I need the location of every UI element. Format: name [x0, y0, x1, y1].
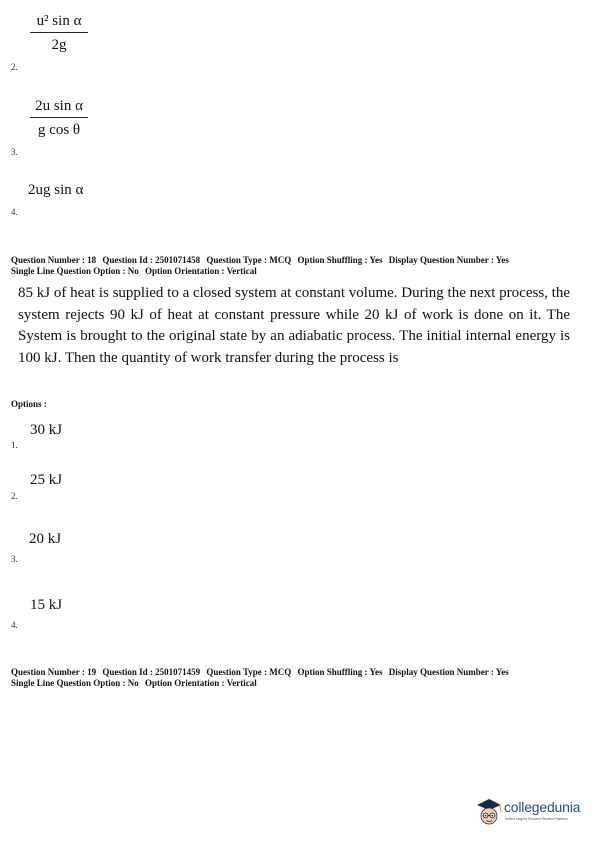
logo-tagline: India's largest Student Review Platform: [505, 817, 568, 821]
q18-option-2-text[interactable]: 25 kJ: [30, 472, 63, 488]
q18-options-label: Options :: [11, 399, 47, 409]
q18-option-shuffling: Option Shuffling : Yes: [297, 255, 383, 265]
q18-option-4-text[interactable]: 15 kJ: [30, 597, 63, 613]
q18-option-2-number: 2.: [11, 491, 18, 501]
fraction-bar: [30, 117, 88, 118]
q18-question-type: Question Type : MCQ: [206, 255, 292, 265]
fraction-numerator: 2u sin α: [35, 98, 83, 114]
q19-meta-line-2: [11, 678, 583, 689]
fraction-denominator: 2g: [51, 37, 67, 53]
q19-question-number: Question Number : 19: [11, 667, 97, 677]
q18-display-question-number: Display Question Number : Yes: [388, 255, 509, 265]
q18-option-4-number: 4.: [11, 620, 18, 630]
prev-option-1-fraction: [30, 12, 88, 54]
collegedunia-logo: [474, 796, 592, 830]
q18-meta-line-1: [11, 255, 583, 266]
q18-meta-line-2: [11, 266, 583, 277]
prev-option-3-number: 3.: [11, 147, 18, 157]
q19-option-shuffling: Option Shuffling : Yes: [297, 667, 383, 677]
q18-question-id: Question Id : 2501071458: [102, 255, 201, 265]
prev-option-2-fraction: [30, 97, 88, 139]
fraction-denominator: g cos θ: [37, 122, 81, 138]
q19-meta-line-1: [11, 667, 583, 678]
graduate-mascot-icon: [474, 796, 504, 828]
fraction-numerator: u² sin α: [36, 13, 82, 29]
q18-question-number: Question Number : 18: [11, 255, 97, 265]
q19-question-id: Question Id : 2501071459: [102, 667, 201, 677]
q19-single-line-option: Single Line Question Option : No: [11, 677, 139, 688]
logo-wordmark: collegedunia: [504, 799, 581, 815]
fraction-bar: [30, 32, 88, 33]
q18-option-1-text[interactable]: 30 kJ: [30, 422, 63, 438]
q18-metadata: [11, 255, 583, 276]
q19-metadata: [11, 667, 583, 688]
q19-display-question-number: Display Question Number : Yes: [388, 667, 509, 677]
q19-question-type: Question Type : MCQ: [206, 667, 292, 677]
q18-question-text: 85 kJ of heat is supplied to a closed system at constant volume. During the next process, the system rejects 90 kJ of heat at constant pressure while 20 kJ of work is done on it. The System is brought to the original state by an adiabatic process. The initial internal energy is 100 kJ. Then the quantity of work transfer during the process is: [18, 285, 570, 366]
prev-option-4-number: 4.: [11, 207, 18, 217]
q18-option-3-number: 3.: [11, 554, 18, 564]
q18-single-line-option: Single Line Question Option : No: [11, 265, 139, 276]
q18-option-1-number: 1.: [11, 440, 18, 450]
q18-option-3-text[interactable]: 20 kJ: [29, 531, 62, 547]
q18-option-orientation: Option Orientation : Vertical: [145, 265, 257, 276]
prev-option-2-number: 2.: [11, 62, 18, 72]
prev-option-3-text: 2ug sin α: [28, 182, 84, 198]
q19-option-orientation: Option Orientation : Vertical: [145, 677, 257, 688]
